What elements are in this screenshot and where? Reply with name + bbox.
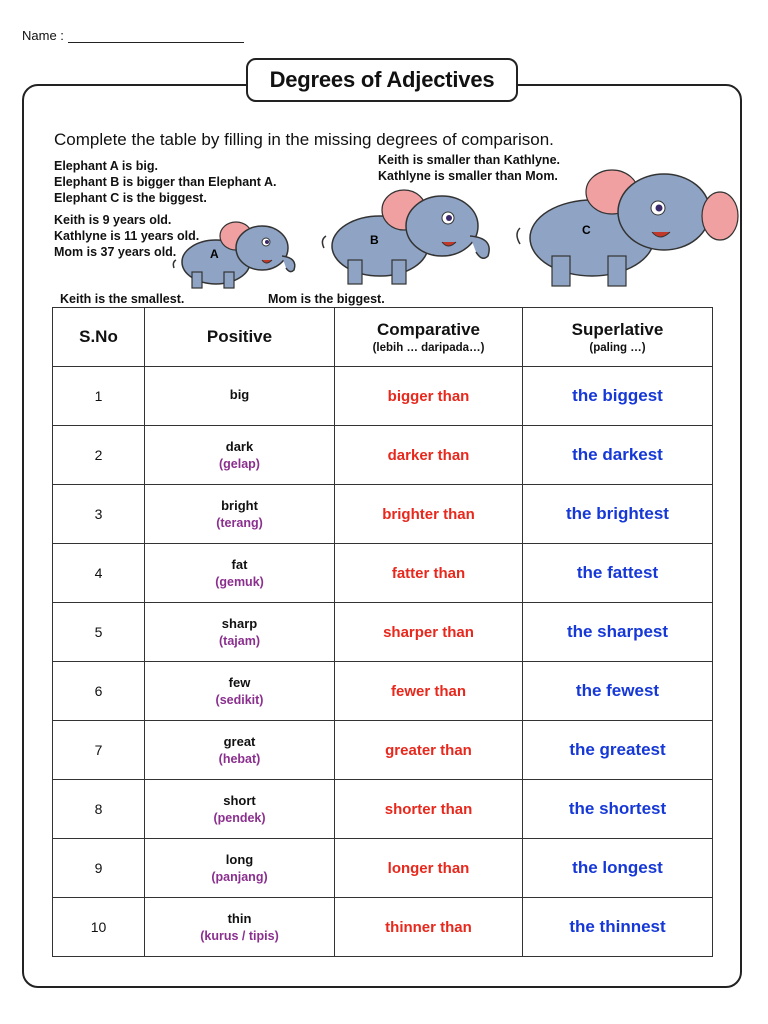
cell-superlative[interactable]: the brightest bbox=[523, 485, 713, 544]
fact-line: Mom is 37 years old. bbox=[54, 245, 177, 259]
cell-superlative[interactable]: the shortest bbox=[523, 780, 713, 839]
cell-positive bbox=[145, 721, 335, 780]
positive-word: dark bbox=[225, 439, 254, 454]
header-sno: S.No bbox=[53, 308, 145, 367]
positive-word: long bbox=[225, 852, 254, 867]
malay-translation: (panjang) bbox=[211, 870, 268, 884]
instruction-text: Complete the table by filling in the missing degrees of comparison. bbox=[54, 130, 554, 149]
cell-sno: 10 bbox=[53, 898, 145, 957]
elephant-a-image bbox=[170, 218, 310, 292]
positive-word: fat bbox=[231, 557, 248, 572]
cell-positive bbox=[145, 898, 335, 957]
cell-positive bbox=[145, 426, 335, 485]
name-row bbox=[22, 28, 244, 43]
table-row bbox=[53, 426, 713, 485]
table-row bbox=[53, 780, 713, 839]
cell-superlative[interactable]: the fattest bbox=[523, 544, 713, 603]
cell-comparative[interactable]: fatter than bbox=[335, 544, 523, 603]
cell-sno: 9 bbox=[53, 839, 145, 898]
cell-superlative[interactable]: the thinnest bbox=[523, 898, 713, 957]
cell-positive bbox=[145, 544, 335, 603]
cell-comparative[interactable]: fewer than bbox=[335, 662, 523, 721]
table-row bbox=[53, 485, 713, 544]
header-superlative-label: Superlative bbox=[571, 320, 664, 339]
cell-comparative[interactable]: sharper than bbox=[335, 603, 523, 662]
fact-line: Elephant C is the biggest. bbox=[54, 191, 207, 205]
header-superlative bbox=[523, 308, 713, 367]
cell-superlative[interactable]: the darkest bbox=[523, 426, 713, 485]
cell-sno: 6 bbox=[53, 662, 145, 721]
cell-comparative[interactable]: bigger than bbox=[335, 367, 523, 426]
fact-line: Elephant B is bigger than Elephant A. bbox=[54, 175, 277, 189]
cell-sno: 8 bbox=[53, 780, 145, 839]
fact-line: Keith is smaller than Kathlyne. bbox=[378, 153, 560, 167]
fact-line: Elephant A is big. bbox=[54, 159, 158, 173]
cell-comparative[interactable]: longer than bbox=[335, 839, 523, 898]
positive-word: big bbox=[229, 387, 250, 402]
malay-translation: (gelap) bbox=[219, 457, 260, 471]
name-label: Name : bbox=[22, 28, 64, 43]
table-row bbox=[53, 603, 713, 662]
degrees-table bbox=[52, 307, 713, 957]
cell-positive bbox=[145, 662, 335, 721]
elephant-c-image bbox=[512, 166, 742, 290]
cell-comparative[interactable]: darker than bbox=[335, 426, 523, 485]
malay-translation: (pendek) bbox=[213, 811, 266, 825]
header-positive: Positive bbox=[145, 308, 335, 367]
note-smallest: Keith is the smallest. bbox=[60, 292, 185, 306]
cell-positive bbox=[145, 603, 335, 662]
header-comparative-label: Comparative bbox=[377, 320, 480, 339]
cell-comparative[interactable]: thinner than bbox=[335, 898, 523, 957]
cell-superlative[interactable]: the longest bbox=[523, 839, 713, 898]
fact-line: Kathlyne is 11 years old. bbox=[54, 229, 200, 243]
malay-translation: (tajam) bbox=[219, 634, 260, 648]
header-comparative bbox=[335, 308, 523, 367]
table-row bbox=[53, 898, 713, 957]
facts-elephants bbox=[54, 158, 276, 206]
malay-translation: (kurus / tipis) bbox=[200, 929, 279, 943]
malay-translation: (terang) bbox=[216, 516, 263, 530]
elephant-label: C bbox=[582, 223, 591, 237]
positive-word: short bbox=[223, 793, 256, 808]
positive-word: thin bbox=[227, 911, 252, 926]
cell-positive bbox=[145, 839, 335, 898]
cell-comparative[interactable]: brighter than bbox=[335, 485, 523, 544]
positive-word: few bbox=[228, 675, 251, 690]
cell-sno: 7 bbox=[53, 721, 145, 780]
cell-positive bbox=[145, 485, 335, 544]
cell-sno: 1 bbox=[53, 367, 145, 426]
fact-line: Kathlyne is smaller than Mom. bbox=[378, 169, 558, 183]
table-row bbox=[53, 721, 713, 780]
cell-comparative[interactable]: shorter than bbox=[335, 780, 523, 839]
malay-translation: (hebat) bbox=[218, 752, 261, 766]
cell-superlative[interactable]: the biggest bbox=[523, 367, 713, 426]
cell-sno: 4 bbox=[53, 544, 145, 603]
cell-sno: 3 bbox=[53, 485, 145, 544]
header-superlative-sub: (paling …) bbox=[589, 342, 646, 354]
positive-word: bright bbox=[221, 498, 258, 513]
cell-positive bbox=[145, 780, 335, 839]
table-row bbox=[53, 662, 713, 721]
page-title: Degrees of Adjectives bbox=[246, 58, 518, 102]
table-row bbox=[53, 544, 713, 603]
fact-line: Keith is 9 years old. bbox=[54, 213, 172, 227]
cell-sno: 5 bbox=[53, 603, 145, 662]
positive-word: sharp bbox=[221, 616, 258, 631]
cell-sno: 2 bbox=[53, 426, 145, 485]
header-comparative-sub: (lebih … daripada…) bbox=[372, 342, 485, 354]
cell-positive bbox=[145, 367, 335, 426]
cell-comparative[interactable]: greater than bbox=[335, 721, 523, 780]
table-header-row bbox=[53, 308, 713, 367]
malay-translation: (sedikit) bbox=[215, 693, 264, 707]
name-field[interactable] bbox=[68, 30, 244, 43]
cell-superlative[interactable]: the sharpest bbox=[523, 603, 713, 662]
elephant-label: B bbox=[370, 233, 379, 247]
cell-superlative[interactable]: the greatest bbox=[523, 721, 713, 780]
table-row bbox=[53, 839, 713, 898]
table-row bbox=[53, 367, 713, 426]
positive-word: great bbox=[223, 734, 256, 749]
note-biggest: Mom is the biggest. bbox=[268, 292, 385, 306]
elephant-label: A bbox=[210, 247, 219, 261]
elephant-b-image bbox=[318, 186, 508, 290]
cell-superlative[interactable]: the fewest bbox=[523, 662, 713, 721]
malay-translation: (gemuk) bbox=[215, 575, 264, 589]
